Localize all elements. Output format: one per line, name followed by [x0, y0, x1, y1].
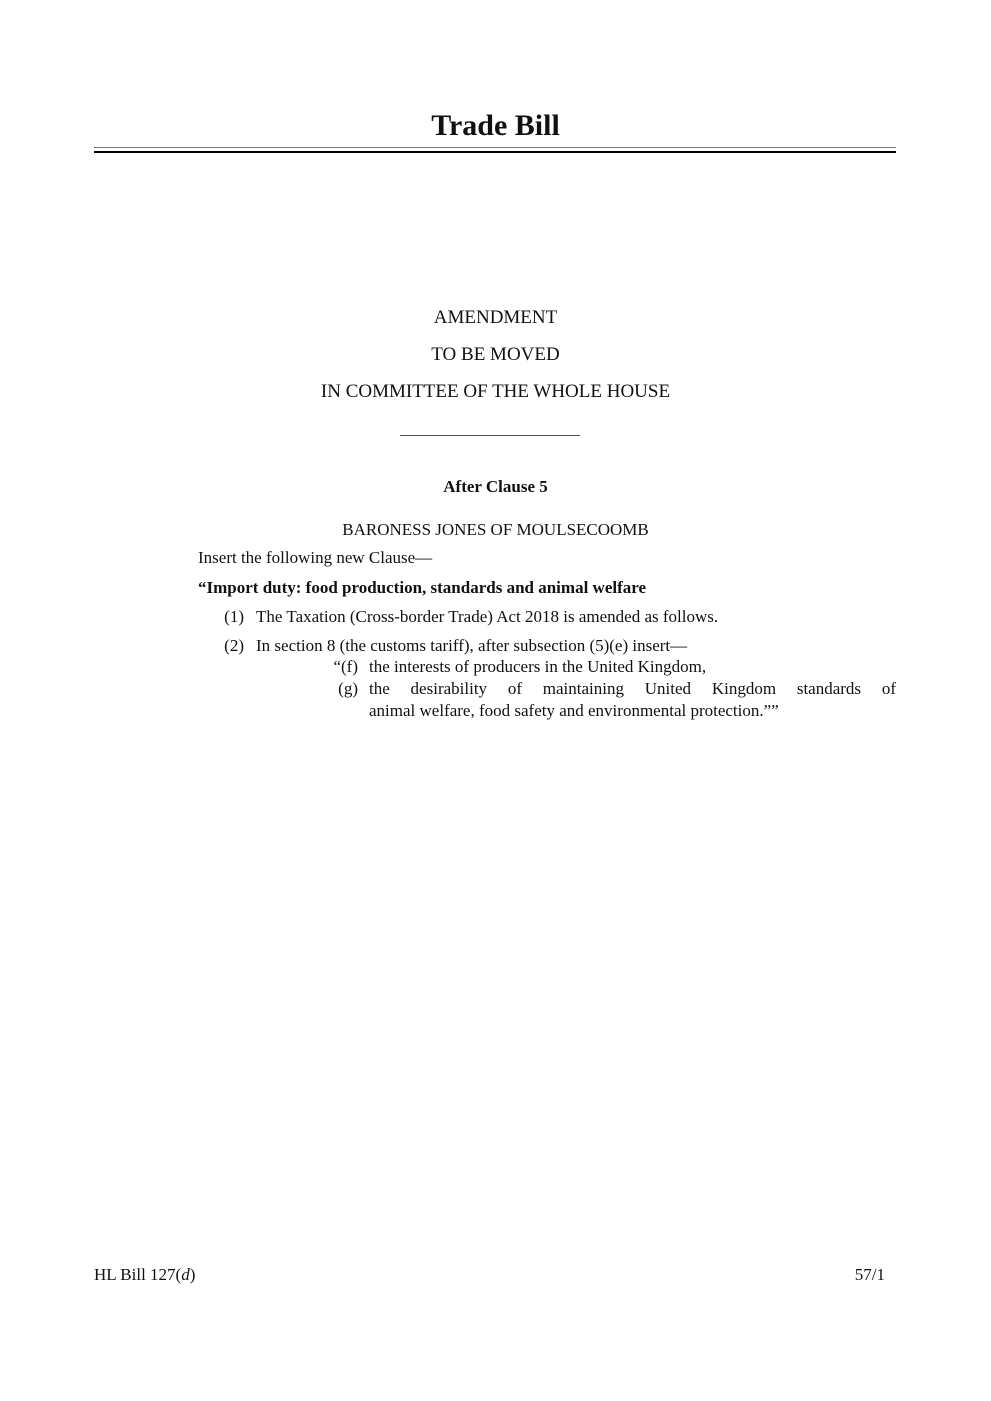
- header-amendment: AMENDMENT: [433, 307, 558, 328]
- header-committee: IN COMMITTEE OF THE WHOLE HOUSE: [320, 381, 671, 402]
- paragraph-g-line-2: animal welfare, food safety and environmental protection.””: [369, 701, 779, 720]
- section-divider: [400, 435, 580, 436]
- member-name: BARONESS JONES OF MOULSECOOMB: [342, 520, 649, 539]
- subsection-2-text: In section 8 (the customs tariff), after subsection (5)(e) insert—: [256, 636, 688, 655]
- bill-ref-prefix: HL Bill 127(: [94, 1265, 182, 1284]
- paragraph-f-label: “(f): [333, 657, 358, 676]
- subsection-2-number: (2): [224, 636, 244, 655]
- page-reference: 57/1: [854, 1265, 885, 1284]
- clause-heading: “Import duty: food production, standards and animal welfare: [198, 578, 647, 597]
- title-rule-thick: [94, 151, 896, 153]
- paragraph-f-text: the interests of producers in the United Kingdom,: [369, 657, 707, 676]
- amendment-position: After Clause 5: [443, 477, 548, 496]
- paragraph-g-line-1: the desirability of maintaining United Kingdom standards of: [369, 679, 896, 698]
- paragraph-g-label: (g): [338, 679, 358, 698]
- bill-ref-suffix: ): [189, 1265, 196, 1284]
- title-rule-thin: [94, 147, 896, 148]
- header-to-be-moved: TO BE MOVED: [431, 344, 560, 365]
- bill-reference: [94, 1264, 195, 1286]
- insert-instruction: Insert the following new Clause—: [198, 548, 433, 567]
- bill-title: Trade Bill: [431, 109, 560, 142]
- subsection-1-number: (1): [224, 607, 244, 626]
- subsection-1-text: The Taxation (Cross-border Trade) Act 2018 is amended as follows.: [256, 607, 719, 626]
- bill-ref-letter: d: [181, 1265, 190, 1284]
